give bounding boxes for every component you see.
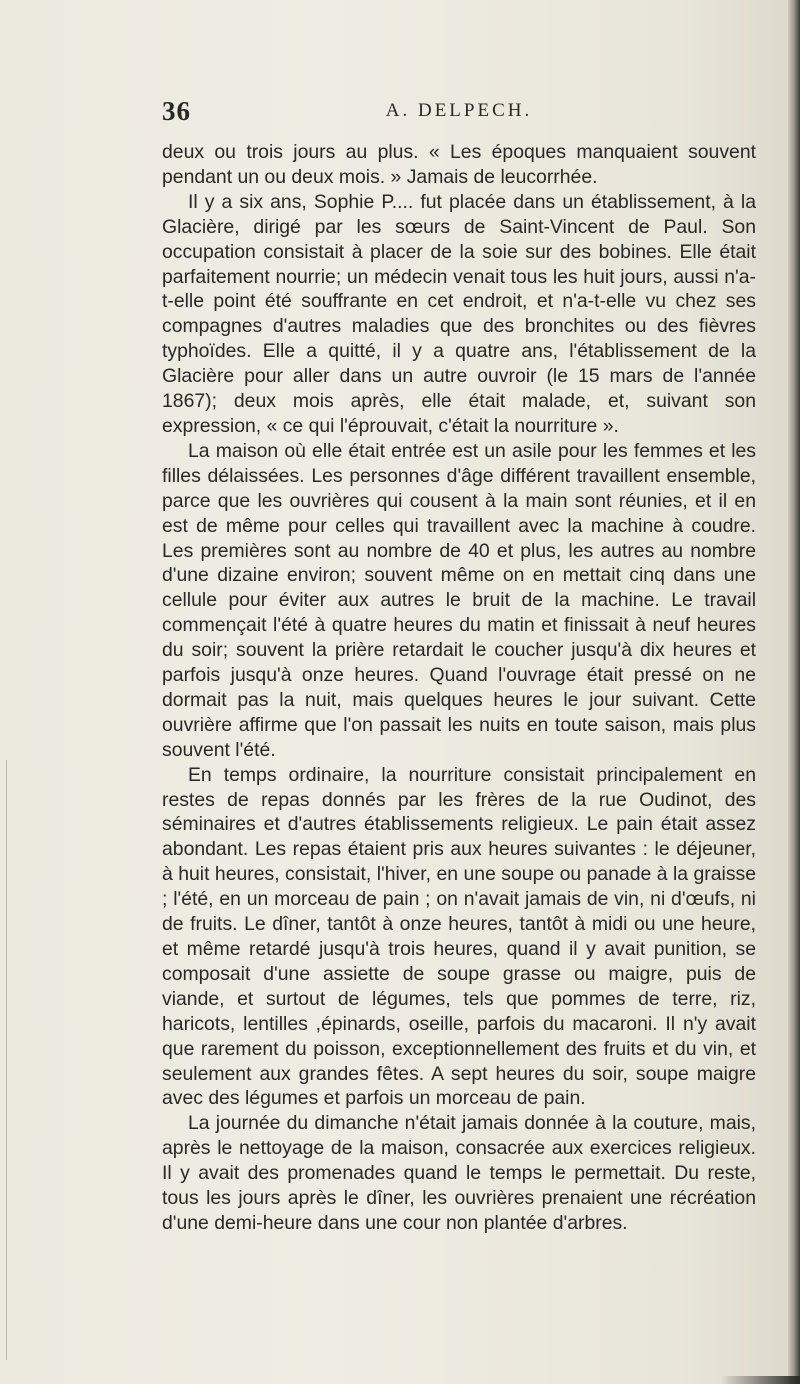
page-edge-line <box>6 760 7 1360</box>
page-number: 36 <box>162 96 191 126</box>
paragraph: La journée du dimanche n'était jamais donnée à la couture, mais, après le nettoyage de la maison, consacrée aux exercices religieux. Il y avait des promenades quand le temps le permettait. Du reste, tous les jours après le dîner, les ouvrières prenaient une récréation d'une demi-heure dans une cour non plantée d'arbres. <box>162 1112 756 1234</box>
running-head: A. DELPECH. <box>385 100 533 121</box>
paragraph: La maison où elle était entrée est un asile pour les femmes et les filles délaissées. Les personnes d'âge différent travaillent ensemble, parce que les ouvrières qui cousent à la main sont réunies, et il en est de même pour celles qui travaillent avec la machine à coudre. Les premières sont au nombre de 40 et plus, les autres au nombre d'une dizaine environ; souvent même on en mettait cinq dans une cellule pour éviter aux autres le bruit de la machine. Le travail commençait l'été à quatre heures du matin et finissait à neuf heures du soir; souvent la prière retardait le coucher jusqu'à dix heures et parfois jusqu'à onze heures. Quand l'ouvrage était pressé on ne dormait pas la nuit, mais quelques heures le jour suivant. Cette ouvrière affirme que l'on passait les nuits en toute saison, mais plus souvent l'été. <box>162 439 756 761</box>
body-text <box>162 140 756 1236</box>
book-spine-edge <box>788 0 800 1384</box>
page-header <box>162 96 756 126</box>
paragraph: Il y a six ans, Sophie P.... fut placée dans un établissement, à la Glacière, dirigé par les sœurs de Saint-Vincent de Paul. Son occupation consistait à placer de la soie sur des bobines. Elle était parfaitement nourrie; un médecin venait tous les huit jours, aussi n'a-t-elle point été souffrante en cet endroit, et n'a-t-elle vu chez ses compagnes d'autres maladies que des bronchites ou des fièvres typhoïdes. Elle a quitté, il y a quatre ans, l'établissement de la Glacière pour aller dans un autre ouvroir (le 15 mars de l'année 1867); deux mois après, elle était malade, et, suivant son expression, « ce qui l'éprouvait, c'était la nourriture ». <box>162 190 756 437</box>
paragraph: En temps ordinaire, la nourriture consistait principalement en restes de repas donnés par les frères de la rue Oudinot, des séminaires et d'autres établissements religieux. Le pain était assez abondant. Les repas étaient pris aux heures suivantes : le déjeuner, à huit heures, consistait, l'hiver, en une soupe ou panade à la graisse ; l'été, en un morceau de pain ; on n'avait jamais de vin, ni d'œufs, ni de fruits. Le dîner, tantôt à onze heures, tantôt à midi ou une heure, et même retardé jusqu'à trois heures, quand il y avait punition, se composait d'une assiette de soupe grasse ou maigre, puis de viande, et surtout de légumes, tels que pommes de terre, riz, haricots, lentilles ,épinards, oseille, parfois du macaroni. Il n'y avait que rarement du poisson, exceptionnellement des fruits et du vin, et seulement aux grandes fêtes. A sept heures du soir, soupe maigre avec des légumes et parfois un morceau de pain. <box>162 763 756 1110</box>
corner-shadow <box>720 1376 800 1384</box>
paragraph: deux ou trois jours au plus. « Les époques manquaient souvent pendant un ou deux mois. » Jamais de leucorrhée. <box>162 141 756 188</box>
